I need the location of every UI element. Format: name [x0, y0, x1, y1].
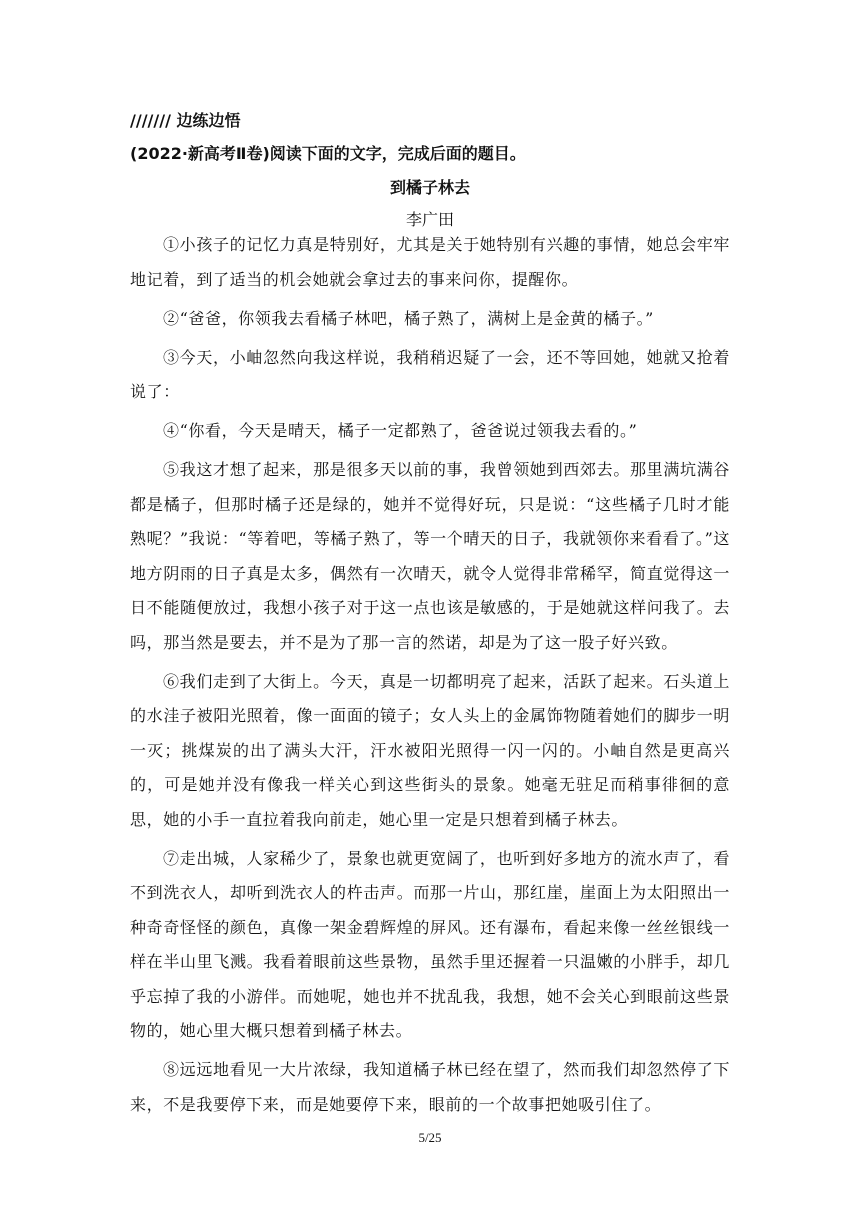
paragraph-4: ④“你看，今天是晴天，橘子一定都熟了，爸爸说过领我去看的。”	[163, 421, 638, 440]
paragraph-3: ③今天，小岫忽然向我这样说，我稍稍迟疑了一会，还不等回她，她就又抢着说了：	[130, 347, 730, 401]
section-label: /////// 边练边悟	[130, 111, 241, 130]
paragraph-7: ⑦走出城，人家稀少了，景象也就更宽阔了，也听到好多地方的流水声了，看不到洗衣人，却听到洗衣人的杵击声。而那一片山，那红崖，崖面上为太阳照出一种奇奇怪怪的颜色，真像一架金碧辉煌的屏风。还有瀑布，看起来像一丝丝银线一样在半山里飞溅。我看着眼前这些景物，虽然手里还握着一只温嫩的小胖手，却几乎忘掉了我的小游伴。而她呢，她也并不扰乱我，我想，她不会关心到眼前这些景物的，她心里大概只想着到橘子林去。	[130, 848, 730, 1040]
page-number: 5/25	[418, 1130, 442, 1145]
question-intro: (2022·新高考Ⅱ卷)阅读下面的文字，完成后面的题目。	[130, 144, 526, 163]
paragraph-1: ①小孩子的记忆力真是特别好，尤其是关于她特别有兴趣的事情，她总会牢牢地记着，到了适当的机会她就会拿过去的事来问你，提醒你。	[130, 235, 730, 289]
article-body	[130, 228, 730, 1122]
paragraph-5: ⑤我这才想了起来，那是很多天以前的事，我曾领她到西郊去。那里满坑满谷都是橘子，但那时橘子还是绿的，她并不觉得好玩，只是说：“这些橘子几时才能熟呢？”我说：“等着吧，等橘子熟了，等一个晴天的日子，我就领你来看看了。”这地方阴雨的日子真是太多，偶然有一次晴天，就令人觉得非常稀罕，简直觉得这一日不能随便放过，我想小孩子对于这一点也该是敏感的，于是她就这样问我了。去吗，那当然是要去，并不是为了那一言的然诺，却是为了这一股子好兴致。	[130, 460, 730, 652]
article-author: 李广田	[405, 210, 454, 229]
paragraph-2: ②“爸爸，你领我去看橘子林吧，橘子熟了，满树上是金黄的橘子。”	[163, 308, 654, 328]
paragraph-6: ⑥我们走到了大街上。今天，真是一切都明亮了起来，活跃了起来。石头道上的水洼子被阳光照着，像一面面的镜子；女人头上的金属饰物随着她们的脚步一明一灭；挑煤炭的出了满头大汗，汗水被阳光照得一闪一闪的。小岫自然是更高兴的，可是她并没有像我一样关心到这些街头的景象。她毫无驻足而稍事徘徊的意思，她的小手一直拉着我向前走，她心里一定是只想着到橘子林去。	[130, 671, 730, 829]
article-title: 到橘子林去	[389, 178, 470, 197]
paragraph-8: ⑧远远地看见一大片浓绿，我知道橘子林已经在望了，然而我们却忽然停了下来，不是我要停下来，而是她要停下来，眼前的一个故事把她吸引住了。	[130, 1060, 730, 1114]
